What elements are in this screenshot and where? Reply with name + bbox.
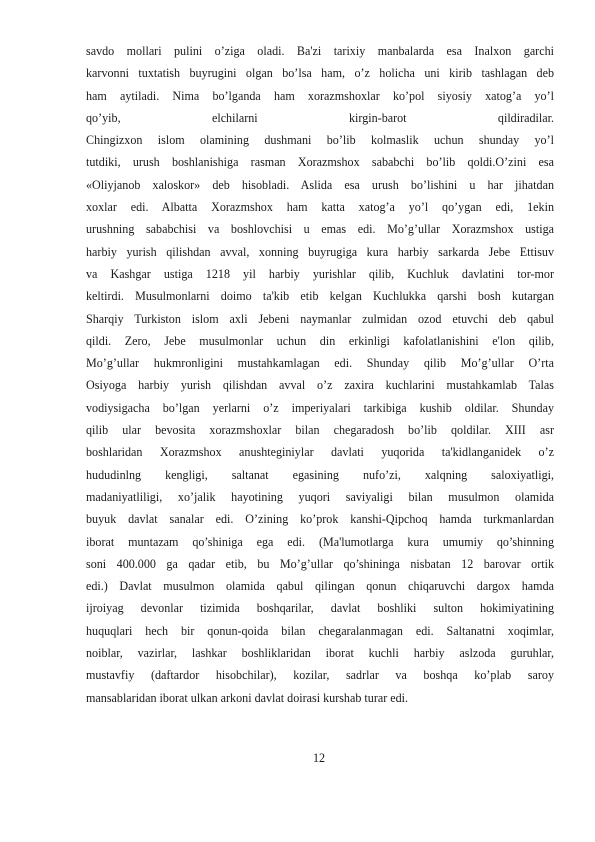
text-line: edi.) Davlat musulmon olamida qabul qilingan qonun chiqaruvchi dargox hamda [86, 579, 554, 594]
text-line: karvonni tuxtatish buyrugini olgan bo’lsa ham, o’z holicha uni kirib tashlagan deb [86, 66, 554, 81]
page-number: 12 [312, 751, 326, 765]
text-line: madaniyatliligi, xo’jalik hayotining yuqori saviyaligi bilan musulmon olamida [86, 489, 554, 504]
text-line: harbiy yurish qilishdan avval, xonning buyrugiga kura harbiy sarkarda Jebe Ettisuv [86, 244, 554, 259]
text-line: soni 400.000 ga qadar etib, bu Mo’g’ullar qo’shininga nisbatan 12 barovar ortik [86, 556, 554, 571]
text-line: qo’yib, elchilarni kirgin-barot qildiradilar. [86, 110, 554, 125]
text-line: vodiysigacha bo’lgan yerlarni o’z imperiyalari tarkibiga kushib oldilar. Shunday [86, 400, 554, 415]
text-line: va Kashgar ustiga 1218 yil harbiy yurishlar qilib, Kuchluk davlatini tor-mor [86, 266, 554, 281]
text-line: «Oliyjanob xaloskor» deb hisobladi. Aslida esa urush bo’lishini u har jihatdan [86, 177, 554, 192]
text-line: huquqlari hech bir qonun-qoida bilan chegaralanmagan edi. Saltanatni xoqimlar, [86, 623, 554, 638]
text-line: hududinlng kengligi, saltanat egasining nufo’zi, xalqning saloxiyatligi, [86, 467, 554, 482]
text-line: mansablaridan iborat ulkan arkoni davlat doirasi kurshab turar edi. [86, 690, 409, 705]
text-line: tutdiki, urush boshlanishiga rasman Xorazmshox sababchi bo’lib qoldi.O’zini esa [86, 155, 554, 170]
text-line: savdo mollari pulini o’ziga oladi. Ba'zi tarixiy manbalarda esa Inalxon garchi [86, 44, 554, 58]
text-line: ham aytiladi. Nima bo’lganda ham xorazmshoxlar ko’pol siyosiy xatog’a yo’l [86, 88, 554, 103]
text-line: noiblar, vazirlar, lashkar boshliklaridan iborat kuchli harbiy aslzoda guruhlar, [86, 646, 554, 661]
text-line: boshlaridan Xorazmshox anushteginiylar davlati yuqorida ta'kidlanganidek o’z [86, 445, 554, 460]
text-line: qilib ular bevosita xorazmshoxlar bilan chegaradosh bo’lib qoldilar. XIII asr [86, 423, 554, 438]
text-line: buyuk davlat sanalar edi. O’zining ko’prok kanshi-Qipchoq hamda turkmanlardan [86, 512, 554, 527]
text-line: iborat muntazam qo’shiniga ega edi. (Ma'lumotlarga kura umumiy qo’shinning [86, 534, 554, 549]
text-line: qildi. Zero, Jebe musulmonlar uchun din erkinligi kafolatlanishini e'lon qilib, [86, 333, 554, 348]
text-line: keltirdi. Musulmonlarni doimo ta'kib etib kelgan Kuchlukka qarshi bosh kutargan [86, 289, 554, 304]
text-line: ijroiyag devonlar tizimida boshqarilar, davlat boshliki sulton hokimiyatining [86, 601, 554, 616]
text-line: urushning sababchisi va boshlovchisi u emas edi. Mo’g’ullar Xorazmshox ustiga [86, 222, 554, 237]
text-line: Mo’g’ullar hukmronligini mustahkamlagan edi. Shunday qilib Mo’g’ullar O’rta [86, 356, 554, 371]
text-line: mustavfiy (daftardor hisobchilar), kozilar, sadrlar va boshqa ko’plab saroy [86, 668, 554, 683]
text-line: Sharqiy Turkiston islom axli Jebeni naymanlar zulmidan ozod etuvchi deb qabul [86, 311, 554, 326]
text-line: Chingizxon islom olamining dushmani bo’lib kolmaslik uchun shunday yo’l [86, 133, 554, 148]
body-text [86, 40, 554, 709]
text-line: xoxlar edi. Albatta Xorazmshox ham katta xatog’a yo’l qo’ygan edi, 1ekin [86, 200, 554, 215]
text-line: Osiyoga harbiy yurish qilishdan avval o’z zaxira kuchlarini mustahkamlab Talas [86, 378, 554, 393]
